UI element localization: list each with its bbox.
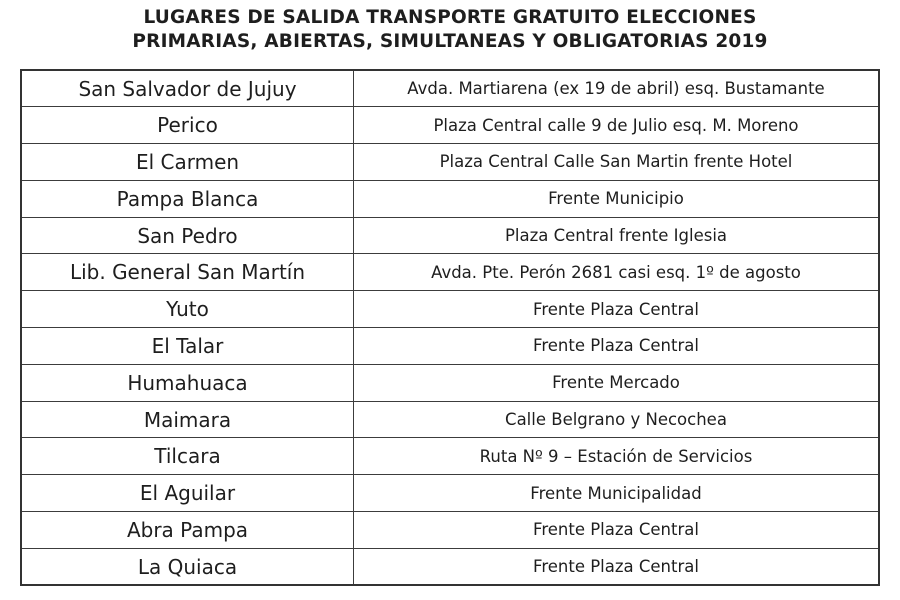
table-row	[21, 217, 879, 254]
locality-cell: Maimara	[21, 401, 354, 438]
locality-cell: Pampa Blanca	[21, 180, 354, 217]
table-row	[21, 254, 879, 291]
address-cell: Frente Plaza Central	[354, 548, 880, 585]
address-cell: Ruta Nº 9 – Estación de Servicios	[354, 438, 880, 475]
table-row	[21, 401, 879, 438]
address-cell: Avda. Pte. Perón 2681 casi esq. 1º de agosto	[354, 254, 880, 291]
locality-cell: Lib. General San Martín	[21, 254, 354, 291]
locality-cell: Humahuaca	[21, 364, 354, 401]
table-row	[21, 548, 879, 585]
address-cell: Calle Belgrano y Necochea	[354, 401, 880, 438]
table-row	[21, 70, 879, 107]
table-row	[21, 475, 879, 512]
address-cell: Frente Plaza Central	[354, 328, 880, 365]
address-cell: Frente Municipio	[354, 180, 880, 217]
title-line-1: LUGARES DE SALIDA TRANSPORTE GRATUITO ELECCIONES	[143, 7, 757, 28]
table-row	[21, 438, 879, 475]
address-cell: Frente Plaza Central	[354, 291, 880, 328]
locality-cell: El Aguilar	[21, 475, 354, 512]
address-cell: Frente Plaza Central	[354, 512, 880, 549]
locality-cell: Perico	[21, 107, 354, 144]
address-cell: Frente Mercado	[354, 364, 880, 401]
address-cell: Plaza Central Calle San Martin frente Hotel	[354, 144, 880, 181]
table-row	[21, 180, 879, 217]
locality-cell: Yuto	[21, 291, 354, 328]
address-cell: Plaza Central frente Iglesia	[354, 217, 880, 254]
address-cell: Plaza Central calle 9 de Julio esq. M. Moreno	[354, 107, 880, 144]
locality-cell: Tilcara	[21, 438, 354, 475]
table-row	[21, 291, 879, 328]
title-line-2: PRIMARIAS, ABIERTAS, SIMULTANEAS Y OBLIGATORIAS 2019	[132, 31, 768, 52]
locality-cell: El Talar	[21, 328, 354, 365]
locality-cell: San Salvador de Jujuy	[21, 70, 354, 107]
table-row	[21, 364, 879, 401]
locality-cell: La Quiaca	[21, 548, 354, 585]
address-cell: Avda. Martiarena (ex 19 de abril) esq. Bustamante	[354, 70, 880, 107]
locality-cell: El Carmen	[21, 144, 354, 181]
address-cell: Frente Municipalidad	[354, 475, 880, 512]
table-row	[21, 144, 879, 181]
table-row	[21, 328, 879, 365]
locality-cell: Abra Pampa	[21, 512, 354, 549]
locality-cell: San Pedro	[21, 217, 354, 254]
table-row	[21, 512, 879, 549]
document-title	[0, 6, 900, 54]
departure-places-table	[20, 69, 880, 586]
table-row	[21, 107, 879, 144]
